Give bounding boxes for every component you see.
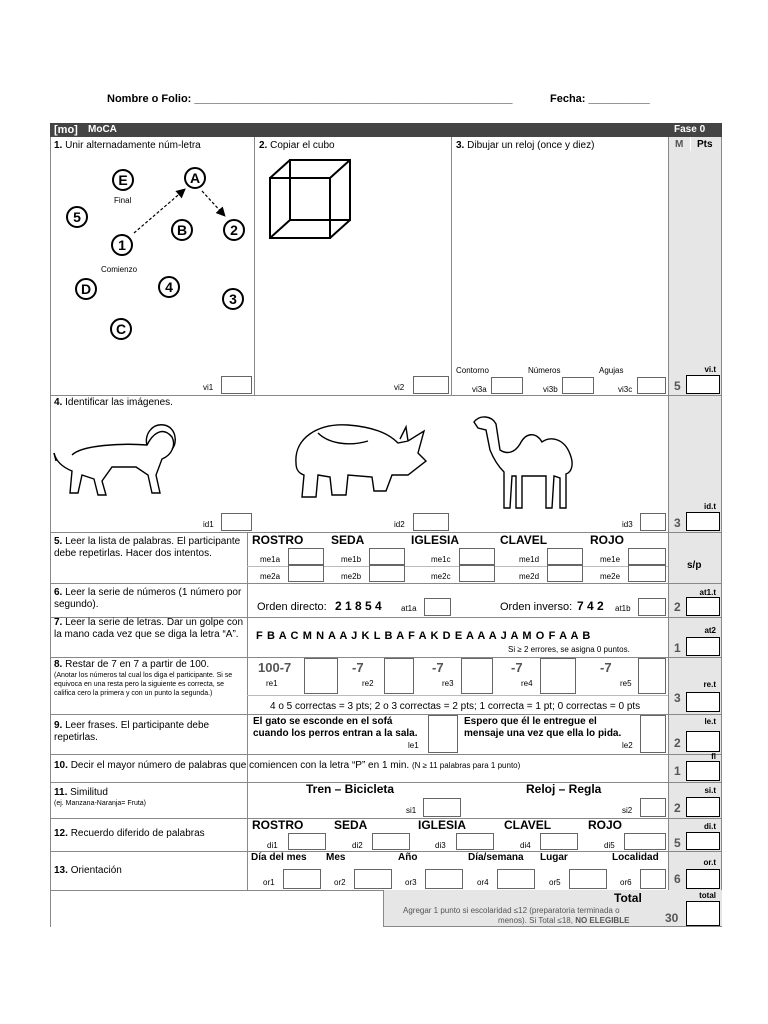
me1c-code: me1c (431, 555, 451, 564)
at2-total-box[interactable] (686, 637, 720, 656)
or4-code: or4 (477, 878, 489, 887)
start-label: Comienzo (101, 265, 138, 274)
or6-box[interactable] (640, 869, 666, 889)
phase-label: Fase 0 (674, 124, 706, 135)
re3-box[interactable] (461, 658, 493, 694)
di3-code: di3 (435, 841, 446, 850)
direct-order-label: Orden directo: (257, 601, 327, 613)
me1c-box[interactable] (459, 548, 495, 565)
vi3c-score-box[interactable] (637, 377, 666, 394)
di2-code: di2 (352, 841, 363, 850)
or1-box[interactable] (283, 869, 321, 889)
inverse-order-digits: 7 4 2 (577, 599, 604, 613)
re-total-code: re.t (703, 680, 716, 689)
fl-total-code: fl (711, 752, 716, 761)
s12-word-seda: SEDA (334, 818, 368, 832)
orient-label-ano: Año (398, 852, 418, 863)
or3-box[interactable] (425, 869, 463, 889)
s12-word-rostro: ROSTRO (252, 818, 304, 832)
s5-word-rostro: ROSTRO (252, 533, 304, 547)
di2-box[interactable] (372, 833, 410, 850)
s3-heading: 3. Dibujar un reloj (once y diez) (456, 140, 595, 151)
s5-word-clavel: CLAVEL (500, 533, 548, 547)
or-total-box[interactable] (686, 869, 720, 889)
di-total-box[interactable] (686, 832, 720, 850)
total-note-2: menos). Si Total ≤18, NO ELEGIBLE (498, 916, 630, 925)
letter-series: F B A C M N A A J K L B A F A K D E A A A J A M O F A A B (256, 630, 591, 642)
direct-order-digits: 2 1 8 5 4 (335, 599, 382, 613)
id-total-code: id.t (704, 502, 716, 511)
si1-box[interactable] (423, 798, 461, 817)
s4-heading: 4. Identificar las imágenes. (54, 397, 173, 408)
di-total-code: di.t (704, 822, 716, 831)
s8-heading: 8. Restar de 7 en 7 a partir de 100. (54, 659, 210, 670)
id1-code: id1 (203, 520, 214, 529)
cube-drawing (266, 156, 356, 242)
s1-heading: 1. Unir alternadamente núm-letra (54, 140, 201, 151)
trail-node-3: 3 (222, 288, 244, 310)
sp-label: s/p (687, 560, 702, 571)
trail-node-a: A (184, 167, 206, 189)
re3-code: re3 (442, 679, 454, 688)
re-max-points: 3 (674, 691, 681, 705)
pair-1: Tren – Bicicleta (306, 782, 395, 796)
orient-label-lugar: Lugar (540, 852, 568, 863)
me2d-code: me2d (519, 572, 540, 581)
le1-box[interactable] (428, 715, 458, 753)
vi-total-code: vi.t (704, 365, 716, 374)
s5-word-iglesia: IGLESIA (411, 533, 460, 547)
phrase-2: Espero que él le entregue el mensaje una vez que ella lo pida. (464, 716, 622, 739)
re2-box[interactable] (384, 658, 414, 694)
s2-heading: 2. Copiar el cubo (259, 140, 335, 151)
s12-word-clavel: CLAVEL (504, 818, 552, 832)
si2-code: si2 (622, 806, 633, 815)
final-label: Final (114, 196, 132, 205)
le1-code: le1 (408, 741, 419, 750)
numeros-label: Números (528, 366, 561, 375)
trail-node-4: 4 (158, 276, 180, 298)
lion-image (52, 415, 178, 499)
s7-rule: Si ≥ 2 errores, se asigna 0 puntos. (508, 645, 630, 654)
re4-box[interactable] (540, 658, 576, 694)
le-total-box[interactable] (686, 731, 720, 752)
le2-code: le2 (622, 741, 633, 750)
me1e-code: me1e (600, 555, 621, 564)
id2-code: id2 (394, 520, 405, 529)
me1d-box[interactable] (547, 548, 583, 565)
or2-box[interactable] (354, 869, 392, 889)
at1b-code: at1b (615, 604, 631, 613)
or5-box[interactable] (569, 869, 607, 889)
at1-total-code: at1.t (699, 588, 716, 597)
or-max-points: 6 (674, 872, 681, 886)
at2-max-points: 1 (674, 641, 681, 655)
total-note-1: Agregar 1 punto si escolaridad ≤12 (preparatoria terminada o (403, 906, 620, 915)
contorno-label: Contorno (456, 366, 489, 375)
trail-node-d: D (75, 278, 97, 300)
id-total-box[interactable] (686, 512, 720, 531)
or3-code: or3 (405, 878, 417, 887)
me2c-code: me2c (431, 572, 451, 581)
at1-total-box[interactable] (686, 597, 720, 616)
s13-heading: 13. Orientación (54, 865, 122, 876)
s5-heading: 5. Leer la lista de palabras. El participante debe repetirlas. Hacer dos intentos. (54, 536, 241, 559)
at1b-box[interactable] (638, 598, 666, 616)
re5-box[interactable] (638, 658, 666, 694)
me2c-box[interactable] (459, 565, 495, 582)
le-total-code: le.t (704, 717, 716, 726)
fl-max-points: 1 (674, 764, 681, 778)
vi-max-points: 5 (674, 379, 681, 393)
s5-word-seda: SEDA (331, 533, 365, 547)
orient-label-mes: Mes (326, 852, 346, 863)
or4-box[interactable] (497, 869, 535, 889)
si-total-box[interactable] (686, 797, 720, 817)
op-3: -7 (432, 660, 444, 675)
arrow-a-2 (202, 191, 224, 215)
rhino-image (288, 413, 428, 503)
orient-label-localidad: Localidad (612, 852, 659, 863)
id3-score-box[interactable] (640, 513, 666, 531)
total-label: Total (614, 891, 642, 905)
vi3b-code: vi3b (543, 385, 558, 394)
trail-node-b: B (171, 219, 193, 241)
me2e-code: me2e (600, 572, 621, 581)
di5-code: di5 (604, 841, 615, 850)
me1b-box[interactable] (369, 548, 405, 565)
or5-code: or5 (549, 878, 561, 887)
trail-node-2: 2 (223, 219, 245, 241)
di3-box[interactable] (456, 833, 494, 850)
di1-code: di1 (267, 841, 278, 850)
vi1-code: vi1 (203, 383, 214, 392)
id3-code: id3 (622, 520, 633, 529)
orient-label-dia-semana: Día/semana (468, 852, 524, 863)
me1a-code: me1a (260, 555, 281, 564)
vi3c-code: vi3c (618, 385, 633, 394)
date-label: Fecha: __________ (550, 93, 650, 105)
re1-code: re1 (266, 679, 278, 688)
at1a-box[interactable] (424, 598, 451, 616)
total-max-points: 30 (665, 911, 679, 925)
op-5: -7 (600, 660, 612, 675)
phrase-1: El gato se esconde en el sofá cuando los perros entran a la sala. (253, 716, 418, 739)
or2-code: or2 (334, 878, 346, 887)
trail-arrows (54, 155, 252, 345)
me2a-code: me2a (260, 572, 281, 581)
total-score-box[interactable] (686, 901, 720, 926)
total-code: total (699, 891, 716, 900)
vi2-code: vi2 (394, 383, 405, 392)
di4-box[interactable] (540, 833, 578, 850)
re1-box[interactable] (304, 658, 338, 694)
or-total-code: or.t (703, 858, 716, 867)
inverse-order-label: Orden inverso: (500, 601, 573, 613)
at1-max-points: 2 (674, 600, 681, 614)
si-total-code: si.t (704, 786, 716, 795)
id-max-points: 3 (674, 516, 681, 530)
s12-word-rojo: ROJO (588, 818, 623, 832)
s8-note: (Anotar los números tal cual los diga el participante. Si se equivoca en una resta pero la siguiente es correcta, se califica cero la primera y con un punto la segunda.) (54, 672, 233, 697)
s9-heading: 9. Leer frases. El participante debe repetirlas. (54, 720, 210, 743)
me2e-box[interactable] (628, 565, 666, 582)
le-max-points: 2 (674, 736, 681, 750)
op-1: 100-7 (258, 660, 292, 675)
re4-code: re4 (521, 679, 533, 688)
id2-score-box[interactable] (413, 513, 449, 531)
vi3b-score-box[interactable] (562, 377, 594, 394)
s8-scoring: 4 o 5 correctas = 3 pts; 2 o 3 correctas = 2 pts; 1 correcta = 1 pt; 0 correctas = 0 pts (270, 701, 641, 712)
vi3a-score-box[interactable] (491, 377, 523, 394)
id1-score-box[interactable] (221, 513, 252, 531)
trail-node-1: 1 (111, 234, 133, 256)
si1-code: si1 (406, 806, 417, 815)
title-bar (50, 123, 722, 137)
or1-code: or1 (263, 878, 275, 887)
name-label: Nombre o Folio: ____________________________________________________ (107, 93, 513, 105)
di-max-points: 5 (674, 836, 681, 850)
me2b-code: me2b (341, 572, 362, 581)
me2a-box[interactable] (288, 565, 324, 582)
di1-box[interactable] (288, 833, 326, 850)
me1e-box[interactable] (628, 548, 666, 565)
col-pts: Pts (697, 139, 713, 150)
si2-box[interactable] (640, 798, 666, 817)
col-m: M (675, 139, 684, 150)
at2-total-code: at2 (704, 626, 716, 635)
me2d-box[interactable] (547, 565, 583, 582)
form-code: [mo] (54, 124, 78, 136)
re5-code: re5 (620, 679, 632, 688)
s10-heading: 10. Decir el mayor número de palabras que comiencen con la letra “P” en 1 min. (N ≥ 11 palabras para 1 punto) (54, 760, 521, 771)
me1d-code: me1d (519, 555, 540, 564)
agujas-label: Agujas (599, 366, 624, 375)
vi2-score-box[interactable] (413, 376, 449, 394)
s6-heading: 6. Leer la serie de números (1 número por segundo). (54, 587, 242, 610)
at1a-code: at1a (401, 604, 417, 613)
s11-example: (ej. Manzana-Naranja= Fruta) (54, 800, 147, 807)
trail-node-5: 5 (66, 206, 88, 228)
me1b-code: me1b (341, 555, 362, 564)
fl-total-box[interactable] (686, 761, 720, 781)
s11-heading: 11. Similitud (54, 787, 108, 798)
vi1-score-box[interactable] (221, 376, 252, 394)
s12-word-iglesia: IGLESIA (418, 818, 467, 832)
pair-2: Reloj – Regla (526, 782, 602, 796)
di5-box[interactable] (624, 833, 666, 850)
orient-label-dia-mes: Día del mes (251, 852, 307, 863)
re-total-box[interactable] (686, 692, 720, 712)
me1a-box[interactable] (288, 548, 324, 565)
form-title: MoCA (88, 124, 117, 135)
trail-node-e: E (112, 169, 134, 191)
op-4: -7 (511, 660, 523, 675)
si-max-points: 2 (674, 801, 681, 815)
s7-heading: 7. Leer la serie de letras. Dar un golpe con la mano cada vez que se diga la letra “A”. (54, 617, 244, 640)
op-2: -7 (352, 660, 364, 675)
trail-node-c: C (110, 318, 132, 340)
vi-total-box[interactable] (686, 375, 720, 394)
vi3a-code: vi3a (472, 385, 487, 394)
le2-box[interactable] (640, 715, 666, 753)
s5-word-rojo: ROJO (590, 533, 625, 547)
s12-heading: 12. Recuerdo diferido de palabras (54, 828, 205, 839)
or6-code: or6 (620, 878, 632, 887)
camel-image (470, 410, 588, 515)
re2-code: re2 (362, 679, 374, 688)
di4-code: di4 (520, 841, 531, 850)
me2b-box[interactable] (369, 565, 405, 582)
